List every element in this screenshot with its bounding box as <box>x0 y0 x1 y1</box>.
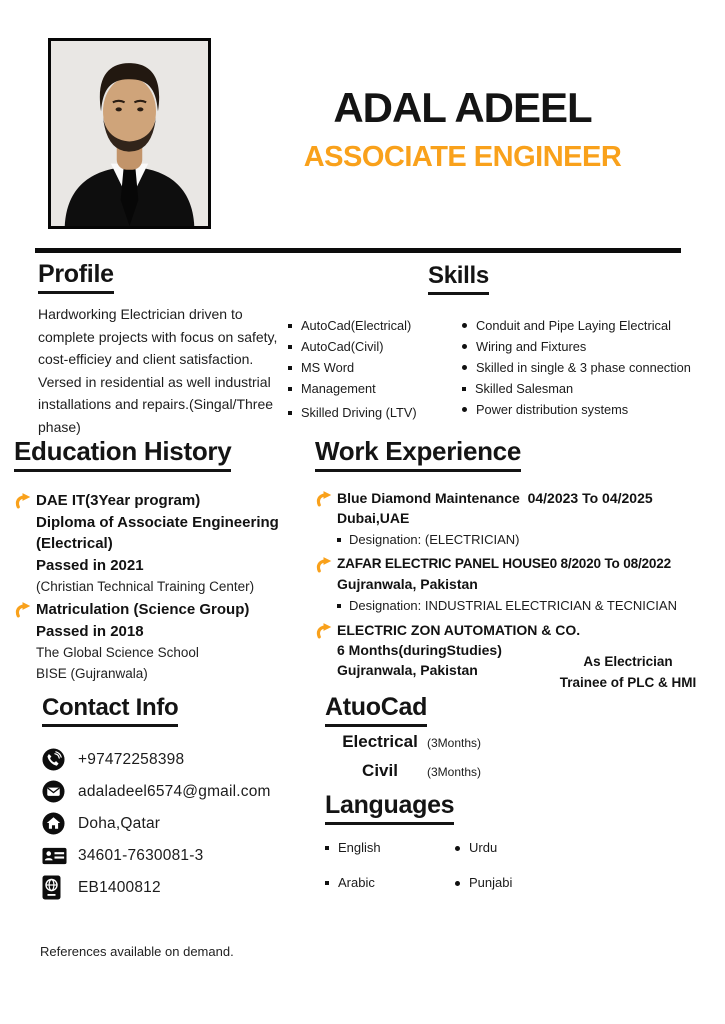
education-heading: Education History <box>14 436 231 472</box>
education-line: Diploma of Associate Engineering <box>36 513 279 531</box>
skill-label: Management <box>301 381 376 396</box>
square-bullet-icon <box>337 604 341 608</box>
autocad-row <box>325 761 545 790</box>
skill-item <box>288 403 463 423</box>
autocad-course-name: Electrical <box>342 732 418 751</box>
work-designation <box>337 598 677 613</box>
skill-label: AutoCad(Civil) <box>301 339 384 354</box>
square-bullet-icon <box>325 881 329 885</box>
education-line: DAE IT(3Year program) <box>36 492 201 509</box>
work-designation-text: Designation: INDUSTRIAL ELECTRICIAN & TECNICIAN <box>349 598 677 613</box>
autocad-row <box>325 732 545 761</box>
square-bullet-icon <box>288 345 292 349</box>
dot-bullet-icon <box>462 344 467 349</box>
curved-arrow-bullet-icon <box>14 599 36 623</box>
person-job-title: ASSOCIATE ENGINEER <box>303 141 622 173</box>
email-address: adaladeel6574@gmail.com <box>78 782 271 800</box>
work-location: Gujranwala, Pakistan <box>337 576 478 592</box>
work-designation-text: Designation: (ELECTRICIAN) <box>349 532 520 547</box>
education-item <box>14 490 319 597</box>
skill-label: Power distribution systems <box>476 402 629 417</box>
skill-item <box>288 316 463 336</box>
location-text: Doha,Qatar <box>78 814 161 832</box>
work-experience-heading: Work Experience <box>315 436 521 472</box>
work-duration: 6 Months(duringStudies) <box>337 642 502 658</box>
skill-label: MS Word <box>301 360 355 375</box>
square-bullet-icon <box>288 387 292 391</box>
square-bullet-icon <box>462 387 466 391</box>
id-number: 34601-7630081-3 <box>78 846 204 864</box>
skill-item <box>288 358 463 378</box>
portrait-illustration <box>51 41 208 226</box>
work-experience-section <box>315 436 725 690</box>
skill-item <box>462 379 724 399</box>
contact-row <box>42 843 271 868</box>
work-item <box>315 488 725 547</box>
phone-number: +97472258398 <box>78 750 185 768</box>
work-item <box>315 554 725 613</box>
autocad-course-duration: (3Months) <box>427 736 482 750</box>
education-line: BISE (Gujranwala) <box>36 666 148 681</box>
languages-heading: Languages <box>325 791 454 825</box>
language-label: English <box>338 839 381 855</box>
education-line: Passed in 2018 <box>36 622 144 640</box>
email-icon <box>42 780 78 803</box>
dot-bullet-icon <box>462 407 467 412</box>
square-bullet-icon <box>337 538 341 542</box>
work-title: ELECTRIC ZON AUTOMATION & CO. <box>337 622 581 638</box>
curved-arrow-bullet-icon <box>315 620 337 644</box>
language-label: Arabic <box>338 874 375 890</box>
skill-label: Skilled Driving (LTV) <box>301 405 417 420</box>
work-title: Blue Diamond Maintenance 04/2023 To 04/2025 <box>337 490 653 506</box>
contact-section <box>42 694 271 907</box>
language-label: Urdu <box>469 839 498 855</box>
work-location: Gujranwala, Pakistan <box>337 662 478 678</box>
education-section <box>14 436 319 686</box>
contact-row <box>42 811 271 836</box>
language-item <box>455 839 512 855</box>
dot-bullet-icon <box>462 365 467 370</box>
skill-item <box>462 358 724 378</box>
skill-label: Skilled in single & 3 phase connection <box>476 360 691 375</box>
skill-item <box>462 316 724 336</box>
work-side-note-line: As Electrician <box>583 654 673 669</box>
skill-label: Skilled Salesman <box>475 381 574 396</box>
work-side-note <box>543 651 713 693</box>
skill-item <box>288 337 463 357</box>
language-item <box>455 874 512 890</box>
square-bullet-icon <box>288 324 292 328</box>
skills-heading: Skills <box>428 262 489 295</box>
language-item <box>325 839 381 855</box>
languages-col-1 <box>325 839 381 909</box>
work-item <box>315 620 725 690</box>
autocad-heading: AtuoCad <box>325 693 427 727</box>
work-side-note-line: Trainee of PLC & HMI <box>559 675 697 690</box>
skill-item <box>288 379 463 399</box>
profile-photo <box>48 38 211 229</box>
skills-list-left <box>288 316 463 424</box>
home-icon <box>42 812 78 835</box>
phone-icon <box>42 748 78 771</box>
education-line: The Global Science School <box>36 645 199 660</box>
language-item <box>325 874 381 890</box>
header-divider <box>35 248 681 253</box>
dot-bullet-icon <box>455 846 460 851</box>
id-card-icon <box>42 847 78 865</box>
curved-arrow-bullet-icon <box>315 554 337 578</box>
language-label: Punjabi <box>469 874 513 890</box>
person-name: ADAL ADEEL <box>333 84 592 131</box>
passport-icon <box>42 875 78 900</box>
skill-item <box>462 337 724 357</box>
contact-row <box>42 875 271 900</box>
autocad-course-duration: (3Months) <box>427 765 482 779</box>
skill-item <box>462 400 724 420</box>
profile-section <box>38 260 298 438</box>
contact-row <box>42 747 271 772</box>
contact-heading: Contact Info <box>42 694 178 727</box>
profile-heading: Profile <box>38 260 114 294</box>
skill-label: Conduit and Pipe Laying Electrical <box>476 318 671 333</box>
dot-bullet-icon <box>455 881 460 886</box>
languages-col-2 <box>455 839 512 909</box>
contact-row <box>42 779 271 804</box>
dot-bullet-icon <box>462 323 467 328</box>
education-line: (Electrical) <box>36 535 113 552</box>
education-line: Passed in 2021 <box>36 556 144 574</box>
curved-arrow-bullet-icon <box>315 488 337 512</box>
languages-section <box>325 791 585 890</box>
curved-arrow-bullet-icon <box>14 490 36 514</box>
square-bullet-icon <box>288 366 292 370</box>
autocad-course-name: Civil <box>362 761 398 780</box>
passport-number: EB1400812 <box>78 878 161 896</box>
references-note: References available on demand. <box>40 944 234 959</box>
skill-label: AutoCad(Electrical) <box>301 318 412 333</box>
skills-section <box>428 262 489 295</box>
work-location: Dubai,UAE <box>337 510 410 526</box>
autocad-section <box>325 693 545 790</box>
skill-label: Wiring and Fixtures <box>476 339 587 354</box>
education-line: (Christian Technical Training Center) <box>36 579 255 594</box>
profile-text: Hardworking Electrician driven to complete projects with focus on safety, cost-efficiey and client satisfaction. Versed in residential as well industrial installations and repairs.(Singal/Three phase) <box>38 306 278 435</box>
work-title: ZAFAR ELECTRIC PANEL HOUSE0 8/2020 To 08/2022 <box>337 556 671 571</box>
skills-list-right <box>462 316 724 421</box>
work-designation <box>337 532 653 547</box>
education-line: Matriculation (Science Group) <box>36 601 250 618</box>
education-item <box>14 599 319 684</box>
square-bullet-icon <box>325 846 329 850</box>
square-bullet-icon <box>288 411 292 415</box>
